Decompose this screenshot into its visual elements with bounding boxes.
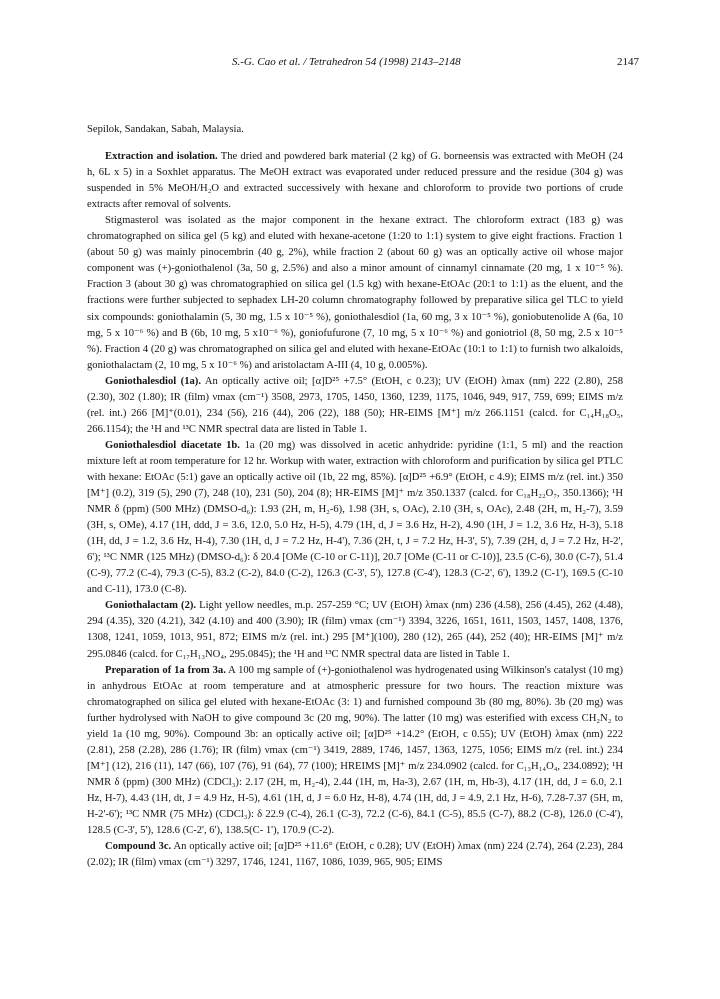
affiliation-line: Sepilok, Sandakan, Sabah, Malaysia. xyxy=(87,124,244,135)
heading-goniothalactam: Goniothalactam (2). xyxy=(105,600,197,612)
page-number: 2147 xyxy=(617,56,639,68)
paragraph-goniothalesdiol xyxy=(87,374,623,438)
paragraph-diacetate-text: 1a (20 mg) was dissolved in acetic anhydride: pyridine (1:1, 5 ml) and the reaction mixture left at room temperature for 12 hr. Workup with water, extraction with chloroform and purification by silica gel PTLC with hexane: EtOAc (5:1) gave an optically active oil (1b, 22 mg, 85%). [α]D²⁵ +6.9° (EtOH, c 4.9); EIMS m/z (rel. int.) 350 [M⁺] (0.2), 319 (5), 290 (7), 248 (10), 231 (50), 204 (8); HR-EIMS [M]⁺ m/z 350.1337 (calcd. for C₁₈H₂₂O₇, 350.1366); ¹H NMR δ (ppm) (500 MHz) (DMSO-d₆): 1.93 (2H, m, H₂-6), 1.98 (3H, s, OAc), 2.10 (3H, s, OAc), 2.48 (2H, m, H₂-7), 3.59 (3H, s, OMe), 4.17 (1H, ddd, J = 3.6, 12.0, 5.0 Hz, H-5), 4.79 (1H, d, J = 3.6 Hz, H-2), 4.90 (1H, J = 1.2, 3.6 Hz, H-3), 5.18 (1H, dd, J = 1.2, 3.6 Hz, H-4), 7.30 (1H, d, J = 7.2 Hz, H-4'), 7.36 (2H, t, J = 7.2 Hz, H-3', 5'), 7.39 (2H, d, J = 7.2 Hz, H-2', 6'); ¹³C NMR (125 MHz) (DMSO-d₆): δ 20.4 [OMe (C-10 or C-11)], 20.7 [OMe (C-11 or C-10)], 23.5 (C-6), 30.0 (C-7), 51.4 (C-9), 77.2 (C-4), 79.3 (C-5), 83.2 (C-2), 84.0 (C-2), 126.3 (C-3', 5'), 127.8 (C-4'), 128.3 (C-2', 6'), 139.2 (C-1'), 169.5 (C-10 and C-11), 173.0 (C-8). xyxy=(87,439,624,596)
heading-extraction: Extraction and isolation. xyxy=(105,151,218,163)
running-head xyxy=(0,56,720,72)
paragraph-preparation xyxy=(87,663,623,840)
paragraph-compound-3c-text: An optically active oil; [α]D²⁵ +11.6° (EtOH, c 0.28); UV (EtOH) λmax (nm) 224 (2.74), 264 (2.23), 284 (2.02); IR (film) νmax (cm⁻¹) 3297, 1746, 1241, 1167, 1086, 1039, 965, 905; EIMS xyxy=(87,841,623,869)
paragraph-extraction xyxy=(87,149,623,213)
paragraph-compound-3c xyxy=(87,839,623,871)
article-body xyxy=(87,122,623,871)
paragraph-goniothalactam xyxy=(87,598,623,662)
paragraph-stigmasterol: Stigmasterol was isolated as the major component in the hexane extract. The chloroform extract (183 g) was chromatographed on silica gel (5 kg) and eluted with hexane-acetone (1:20 to 1:1) system to give eight fractions. Fraction 1 (about 50 g) was mainly pinocembrin (40 g, 2%), while fraction 2 (about 60 g) was an optically active oil whose major component was (+)-goniothalenol (3a, 50 g, 2.5%) and also a minor amount of cinnamyl cinnamate (20 mg, 1 x 10⁻⁵ %). Fraction 3 (about 30 g) was chromatographied on silica gel (1.5 kg) with hexane-EtOAc (20:1 to 1:1) as the eluent, and the fractions were further subjected to sephadex LH-20 column chromatography followed by preparative silica gel TLC to yield six compounds: goniothalamin (5, 30 mg, 1.5 x 10⁻⁵ %), goniothalesdiol (1a, 60 mg, 3 x 10⁻⁵ %), goniobutenolide A (6a, 10 mg, 5 x 10⁻⁶ %) and B (6b, 10 mg, 5 x10⁻⁶ %), goniofufurone (7, 10 mg, 5 x 10⁻⁶ %) and goniotriol (8, 50 mg, 2.5 x 10⁻⁵ %). Fraction 4 (20 g) was chromatographed on silica gel and eluted with hexane-EtOAc (10:1 to 1:1) to furnish two alkaloids, goniothalactam (2, 10 mg, 5 x 10⁻⁶ %) and aristolactam A-III (4, 10 g, 0.005%). xyxy=(87,215,623,371)
paragraph-goniothalactam-text: Light yellow needles, m.p. 257-259 °C; UV (EtOH) λmax (nm) 236 (4.58), 256 (4.45), 262 (4.48), 294 (4.35), 320 (4.21), 342 (4.10) and 400 (3.90); IR (film) νmax (cm⁻¹) 3394, 3226, 1651, 1611, 1503, 1457, 1408, 1376, 1308, 1241, 1059, 1013, 951, 872; EIMS m/z (rel. int.) 295 [M⁺](100), 280 (12), 265 (44), 252 (40); HR-EIMS [M]⁺ m/z 295.0846 (calcd. for C₁₇H₁₃NO₄, 295.0845); the ¹H and ¹³C NMR spectral data are listed in Table 1. xyxy=(87,600,623,660)
paragraph-diacetate xyxy=(87,438,623,598)
paragraph-extraction-text: The dried and powdered bark material (2 kg) of G. borneensis was extracted with MeOH (24 h, 6L x 5) in a Soxhlet apparatus. The MeOH extract was evaporated under reduced pressure and the residue (304 g) was suspended in 5% MeOH/H₂O and extracted successively with hexane and chloroform to provide two portions of crude extracts after removal of solvents. xyxy=(87,151,623,211)
heading-goniothalesdiol: Goniothalesdiol (1a). xyxy=(105,375,201,387)
heading-diacetate: Goniothalesdiol diacetate 1b. xyxy=(105,439,240,451)
running-title: S.-G. Cao et al. / Tetrahedron 54 (1998) 2143–2148 xyxy=(232,56,461,68)
paragraph-goniothalesdiol-text: An optically active oil; [α]D²⁵ +7.5° (EtOH, c 0.23); UV (EtOH) λmax (nm) 222 (2.80), 258 (2.30), 302 (1.80); IR (film) νmax (cm⁻¹) 3508, 2973, 1705, 1450, 1360, 1239, 1175, 1046, 949, 917, 759, 699; EIMS m/z (rel. int.) 266 [M]⁺(0.01), 234 (56), 216 (44), 206 (22), 188 (50); HR-EIMS [M⁺] m/z 266.1151 (calcd. for C₁₄H₁₈O₅, 266.1154); the ¹H and ¹³C NMR spectral data are listed in Table 1. xyxy=(87,375,623,435)
heading-compound-3c: Compound 3c. xyxy=(105,841,172,853)
paragraph-preparation-text: A 100 mg sample of (+)-goniothalenol was hydrogenated using Wilkinson's catalyst (10 mg) in anhydrous EtOAc at room temperature and at atmospheric pressure for two hours. The reaction mixture was chromatographed on silica gel eluted with hexane-EtOAc (3: 1) and furnished compound 3b (80 mg, 80%). 3b (20 mg) was further hydrolysed with NaOH to give compound 3c (20 mg, 90%). The latter (10 mg) was esterified with excess CH₂N₂ to yield 1a (10 mg, 90%). Compound 3b: an optically active oil; [α]D²⁵ +14.2° (EtOH, c 0.55); UV (EtOH) λmax (nm) 222 (2.81), 258 (2.28), 286 (1.76); IR (film) νmax (cm⁻¹) 3419, 2889, 1746, 1457, 1363, 1275, 1056; EIMS m/z (rel. int.) 234 [M⁺] (12), 216 (11), 147 (66), 107 (76), 91 (64), 77 (100); HREIMS [M]⁺ m/z 234.0902 (calcd. for C₁₃H₁₄O₄, 234.0892); ¹H NMR δ (ppm) (300 MHz) (CDCl₃): 2.17 (2H, m, H₂-4), 2.44 (1H, m, Ha-3), 2.67 (1H, m, Hb-3), 4.17 (1H, dd, J = 6.0, 2.1 Hz, H-7), 4.43 (1H, dt, J = 4.9 Hz, H-5), 4.61 (1H, d, J = 6.0 Hz, H-8), 4.74 (1H, dd, J = 4.9, 2.1 Hz, H-6), 7.28-7.37 (5H, m, H-2'-6'); ¹³C NMR (75 MHz) (CDCl₃): δ 22.9 (C-4), 26.1 (C-3), 72.2 (C-6), 84.1 (C-5), 85.5 (C-7), 88.2 (C-8), 126.0 (C-4'), 128.5 (C-3', 5'), 128.6 (C-2', 6'), 138.5(C- 1'), 170.9 (C-2). xyxy=(87,664,623,837)
heading-preparation: Preparation of 1a from 3a. xyxy=(105,664,226,676)
